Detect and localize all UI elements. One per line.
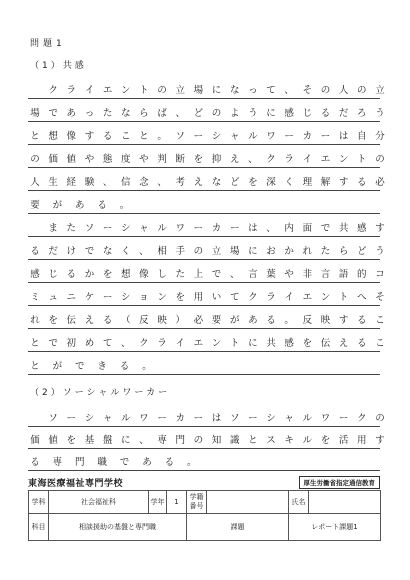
ruled-line bbox=[28, 374, 380, 375]
text-line: ソ ー シ ャ ル ワ ー カ ー は ソ ー シ ャ ル ワ ー ク の bbox=[48, 413, 385, 424]
ruled-line bbox=[28, 121, 380, 122]
topic-label: 課題 bbox=[187, 514, 289, 541]
year-label: 学年 bbox=[149, 491, 167, 514]
ruled-line bbox=[28, 351, 380, 352]
student-id-label: 学籍番号 bbox=[187, 491, 207, 514]
ruled-line bbox=[28, 448, 380, 449]
text-line: る だ け で な く 、 相 手 の 立 場 に お か れ た ら ど う bbox=[30, 246, 385, 257]
ruled-line bbox=[28, 190, 380, 191]
text-line: る 専 門 職 で あ る 。 bbox=[30, 457, 197, 468]
ruled-line bbox=[28, 236, 380, 237]
section2-heading: （2）ソーシャルワーカー bbox=[30, 388, 171, 398]
text-line: と が で き る 。 bbox=[30, 361, 152, 372]
section1-heading: （1）共感 bbox=[30, 61, 87, 71]
name-value bbox=[309, 491, 381, 514]
ruled-line bbox=[28, 282, 380, 283]
ruled-line bbox=[28, 305, 380, 306]
subject-value: 相談援助の基盤と専門職 bbox=[49, 514, 187, 541]
dept-value: 社会福祉科 bbox=[49, 491, 149, 514]
ruled-line bbox=[28, 98, 380, 99]
ruled-line bbox=[28, 426, 380, 427]
text-line: 要 が あ る 。 bbox=[30, 200, 130, 211]
subject-label: 科目 bbox=[29, 514, 49, 541]
question-title: 問題1 bbox=[30, 39, 66, 49]
topic-value: レポート課題1 bbox=[289, 514, 381, 541]
text-line: 価 値 を 基 盤 に 、 専 門 の 知 識 と ス キ ル を 活 用 す bbox=[30, 435, 385, 446]
school-name: 東海医療福祉専門学校 bbox=[28, 479, 124, 489]
dept-label: 学科 bbox=[29, 491, 49, 514]
text-line: 感 じ る か を 想 像 し た 上 で 、 言 葉 や 非 言 語 的 コ bbox=[30, 269, 385, 280]
ruled-line bbox=[28, 259, 380, 260]
ruled-line bbox=[28, 470, 380, 471]
text-line: の 価 値 や 態 度 や 判 断 を 抑 え 、 ク ラ イ エ ン ト の bbox=[30, 154, 385, 165]
approval-stamp: 厚生労働省指定通信教育 bbox=[299, 476, 381, 489]
text-line: 人 生 経 験 、 信 念 、 考 え な ど を 深 く 理 解 す る 必 bbox=[30, 177, 385, 188]
name-label: 氏名 bbox=[289, 491, 309, 514]
year-value: 1 bbox=[167, 491, 187, 514]
text-line: れ を 伝 え る （ 反 映 ） 必 要 が あ る 。 反 映 す る こ bbox=[30, 315, 385, 326]
ruled-line bbox=[28, 167, 380, 168]
ruled-line bbox=[28, 328, 380, 329]
text-line: ミ ュ ニ ケ ー シ ョ ン を 用 い て ク ラ イ エ ン ト へ そ bbox=[30, 292, 385, 303]
text-line: と で 初 め て 、 ク ラ イ エ ン ト に 共 感 を 伝 え る こ bbox=[30, 338, 385, 349]
ruled-line bbox=[28, 144, 380, 145]
student-id-value bbox=[207, 491, 289, 514]
student-info-table bbox=[28, 490, 381, 541]
text-line: と 想 像 す る こ と 。 ソ ー シ ャ ル ワ ー カ ー は 自 分 bbox=[30, 131, 385, 142]
footer-bar bbox=[28, 476, 380, 489]
text-line: 場 で あ っ た な ら ば 、 ど の よ う に 感 じ る だ ろ う bbox=[30, 108, 385, 119]
text-line: ク ラ イ エ ン ト の 立 場 に な っ て 、 そ の 人 の 立 bbox=[48, 85, 385, 96]
ruled-line bbox=[28, 213, 380, 214]
text-line: ま た ソ ー シ ャ ル ワ ー カ ー は 、 内 面 で 共 感 す bbox=[48, 223, 385, 234]
